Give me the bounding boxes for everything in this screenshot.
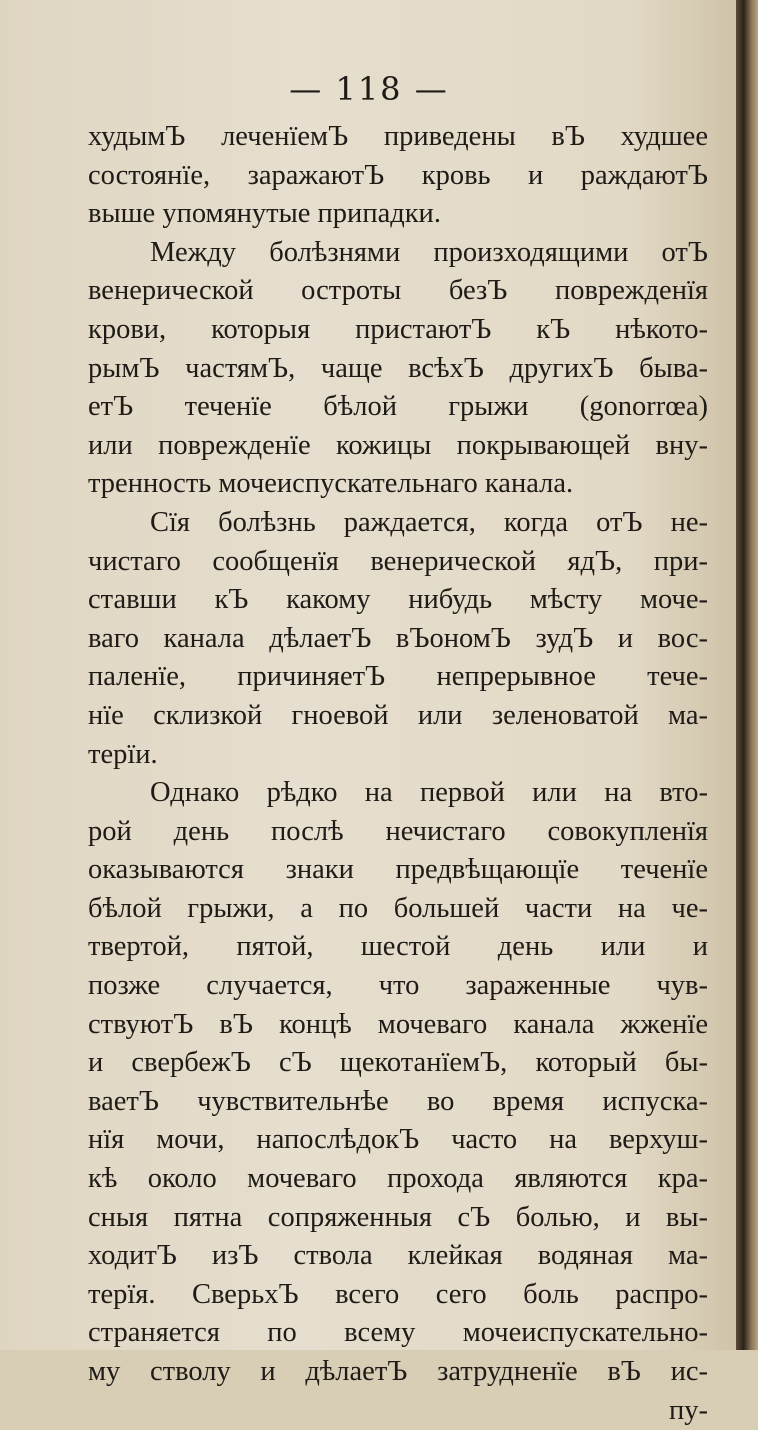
text-line: крови, которыя пристаютЪ кЪ нѣкото- xyxy=(88,313,708,345)
text-line: рой день послѣ нечистаго совокупленїя xyxy=(88,815,708,847)
text-line: тренность мочеиспускательнаго канала. xyxy=(88,468,574,500)
text-line: паленїе, причиняетЪ непрерывное тече- xyxy=(88,661,708,693)
text-line: выше упомянутые припадки. xyxy=(88,198,441,230)
body-text xyxy=(88,118,708,1430)
text-line: Однако рѣдко на первой или на вто- xyxy=(150,777,708,809)
text-line: Между болѣзнями произходящими отЪ xyxy=(150,236,708,268)
text-line: бѣлой грыжи, а по большей части на че- xyxy=(88,892,708,924)
text-line: етЪ теченїе бѣлой грыжи (gonorrœa) xyxy=(88,391,708,423)
text-line: страняется по всему мочеиспускательно- xyxy=(88,1317,708,1349)
text-line: ваго канала дѣлаетЪ вЪономЪ зудЪ и вос- xyxy=(88,622,708,654)
text-line: нїя мочи, напослѣдокЪ часто на верхуш- xyxy=(88,1124,708,1156)
text-line: терїя. СверьхЪ всего сего боль распро- xyxy=(88,1278,708,1310)
text-line: терїи. xyxy=(88,738,158,770)
text-line: твертой, пятой, шестой день или и xyxy=(88,931,708,963)
text-line: му стволу и дѣлаетЪ затрудненїе вЪ ис- xyxy=(88,1356,708,1387)
text-line: кѣ около мочеваго прохода являются кра- xyxy=(88,1163,708,1195)
text-line: ствуютЪ вЪ концѣ мочеваго канала жженїе xyxy=(88,1008,708,1040)
text-line: и свербежЪ сЪ щекотанїемЪ, который бы- xyxy=(88,1047,708,1079)
text-line: позже случается, что зараженные чув- xyxy=(88,970,708,1002)
book-spine-edge xyxy=(736,0,758,1350)
page-number: — 118 — xyxy=(289,70,449,108)
text-line: состоянїе, заражаютЪ кровь и раждаютЪ xyxy=(88,159,708,191)
text-line: или поврежденїе кожицы покрывающей вну- xyxy=(88,429,708,461)
text-line: рымЪ частямЪ, чаще всѣхЪ другихЪ быва- xyxy=(88,352,708,384)
text-line: нїе склизкой гноевой или зеленоватой ма- xyxy=(88,699,708,731)
catchword: пу- xyxy=(669,1394,708,1426)
text-line: оказываются знаки предвѣщающїе теченїе xyxy=(88,854,708,886)
text-line: ваетЪ чувствительнѣе во время испуска- xyxy=(88,1085,708,1117)
text-line: ходитЪ изЪ ствола клейкая водяная ма- xyxy=(88,1240,708,1272)
text-line: сныя пятна сопряженныя сЪ болью, и вы- xyxy=(88,1201,708,1233)
text-line: ставши кЪ какому нибудь мѣсту моче- xyxy=(88,584,708,616)
text-line: венерической остроты безЪ поврежденїя xyxy=(88,275,708,307)
text-line: Сїя болѣзнь раждается, когда отЪ не- xyxy=(150,506,708,538)
text-line: худымЪ леченїемЪ приведены вЪ худшее xyxy=(88,121,708,152)
text-line: чистаго сообщенїя венерической ядЪ, при- xyxy=(88,545,708,577)
